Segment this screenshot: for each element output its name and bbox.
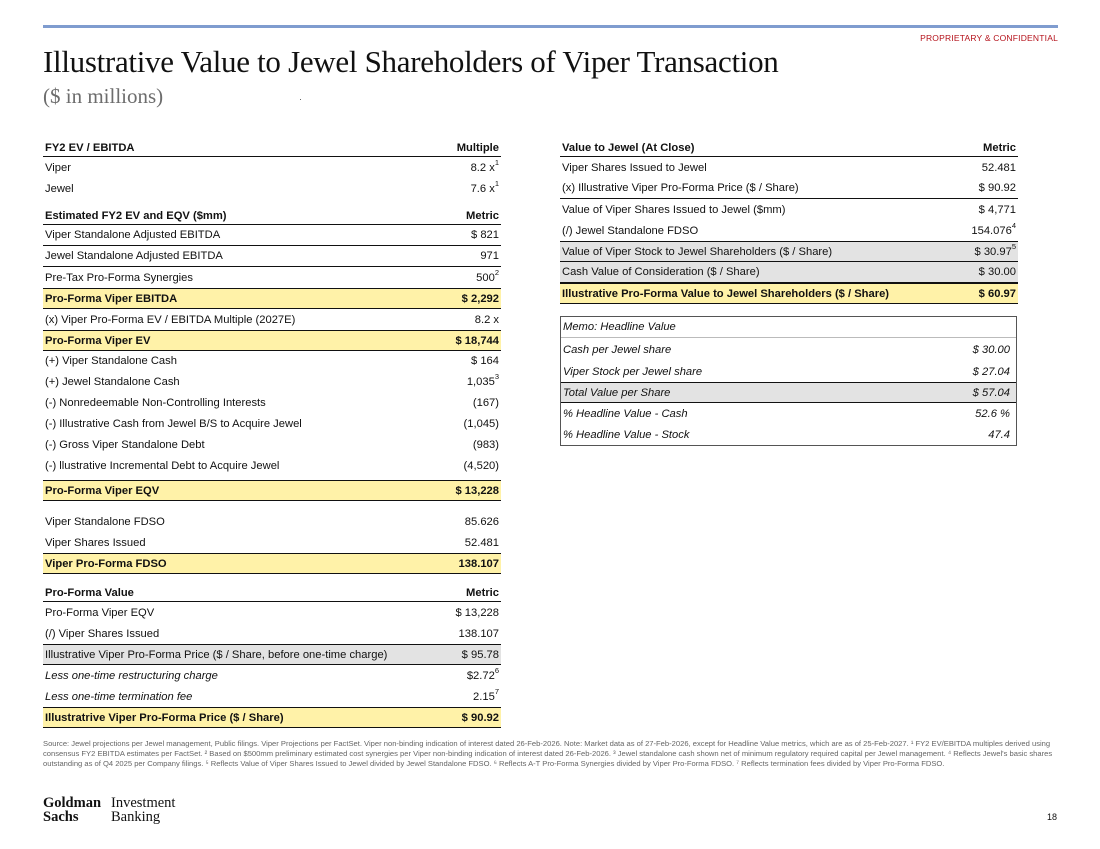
page-subtitle: ($ in millions) [43,84,164,108]
table-row: Cash per Jewel share $ 30.00 [561,337,1016,361]
table-row: (-) llustrative Incremental Debt to Acquire Jewel (4,520) [45,459,499,472]
table-row: (+) Jewel Standalone Cash 1,035$^3$ [45,371,499,388]
table-row: Viper Shares Issued 52.481 [45,536,499,549]
ev-header: Estimated FY2 EV and EQV ($mm) Metric [43,207,501,225]
pf-value-header: Pro-Forma Value Metric [43,584,501,602]
page-title: Illustrative Value to Jewel Shareholders of Viper Transaction [43,44,779,79]
memo-title: Memo: Headline Value [563,321,676,333]
pf-ev-row: Pro-Forma Viper EV $ 18,744 [43,330,501,351]
table-row: (x) Viper Pro-Forma EV / EBITDA Multiple (2027E) 8.2 x [45,313,499,326]
left-table [43,139,501,728]
table-row: Viper Shares Issued to Jewel 52.481 [562,161,1016,174]
table-row: % Headline Value - Cash 52.6 % [563,407,1010,420]
footnote-text: Source: Jewel projections per Jewel management, Public filings. Viper Projections per FactSet. Viper non-binding indication of interest dated 26-Feb-2026. Note: Market data as of 27-Feb-2026, except for Headline Value metrics, which are as of 25-Feb-2027. ¹ FY2 EV/EBITDA multiples derived using consensus FY2 EBITDA estimates per FactSet. ² Based on $500mm preliminary estimated cost synergies per Viper non-binding indication of interest dated 26-Feb-2026. ³ Jewel standalone cash shown net of minimum regulatory required capital per Jewel management. ⁴ Reflects Jewel's basic shares outstanding as of Q4 2025 per Company filings. ⁵ Reflects Value of Viper Shares Issued to Jewel divided by Jewel Standalone FDSO. ⁶ Reflects A-T Pro-Forma Synergies divided by Viper Pro-Forma FDSO. ⁷ Reflects termination fees divided by Viper Pro-Forma FDSO. [43,739,1053,768]
confidential-label: PROPRIETARY & CONFIDENTIAL [920,33,1058,43]
top-rule [43,25,1058,28]
table-row: Pre-Tax Pro-Forma Synergies $500^2$ [45,267,499,284]
cash-value-row: Cash Value of Consideration ($ / Share) $ 30.00 [560,262,1018,283]
table-row: % Headline Value - Stock 47.4 [563,428,1010,441]
right-table [560,139,1018,304]
price-before-row: Illustrative Viper Pro-Forma Price ($ / Share, before one-time charge) $ 95.78 [43,644,501,665]
pf-fdso-row: Viper Pro-Forma FDSO 138.107 [43,553,501,574]
table-row: (-) Nonredeemable Non-Controlling Interests (167) [45,396,499,409]
table-row: Viper Stock per Jewel share $ 27.04 [563,365,1010,378]
table-row: (+) Viper Standalone Cash $ 164 [45,355,499,367]
table-row: Viper Standalone Adjusted EBITDA $ 821 [43,225,501,246]
total-value-row: Illustrative Pro-Forma Value to Jewel Shareholders ($ / Share) $ 60.97 [560,283,1018,304]
table-row: Less one-time restructuring charge $2.72$^6$ [45,665,499,682]
table-row: Pro-Forma Viper EQV $ 13,228 [45,606,499,619]
table-row: Viper 8.2 $x^1$ [45,157,499,174]
table-row: (/) Jewel Standalone FDSO 154.076$^4$ [562,220,1016,237]
value-header: Value to Jewel (At Close) Metric [560,139,1018,157]
memo-headline-box [560,316,1017,446]
table-row: (-) Gross Viper Standalone Debt (983) [45,438,499,451]
table-row: (-) Illustrative Cash from Jewel B/S to Acquire Jewel (1,045) [45,417,499,430]
table-row: Viper Standalone FDSO 85.626 [45,515,499,528]
table-row: Jewel 7.6 $x^1$ [45,178,499,195]
stray-dot [300,99,301,100]
table-row: (x) Illustrative Viper Pro-Forma Price ($ / Share) $ 90.92 [560,178,1018,199]
goldman-sachs-logo: Goldman Sachs Investment Banking [43,795,176,825]
table-row: (/) Viper Shares Issued 138.107 [45,627,499,640]
table-row: Jewel Standalone Adjusted EBITDA 971 [43,246,501,267]
page-number: 18 [1046,812,1057,822]
price-final-row: Illustratrive Viper Pro-Forma Price ($ / Share) $ 90.92 [43,707,501,728]
table-row: Value of Viper Shares Issued to Jewel ($mm) $ 4,771 [562,203,1016,216]
pf-eqv-row: Pro-Forma Viper EQV $ 13,228 [43,480,501,501]
table-row: Less one-time termination fee 2.15$^7$ [45,686,499,703]
stock-value-row: Value of Viper Stock to Jewel Shareholders ($ / Share) $ 30.97$^5$ [560,241,1018,262]
multiples-header: FY2 EV / EBITDA Multiple [43,139,501,157]
memo-total-row: Total Value per Share $ 57.04 [561,382,1016,403]
pf-ebitda-row: Pro-Forma Viper EBITDA $ 2,292 [43,288,501,309]
